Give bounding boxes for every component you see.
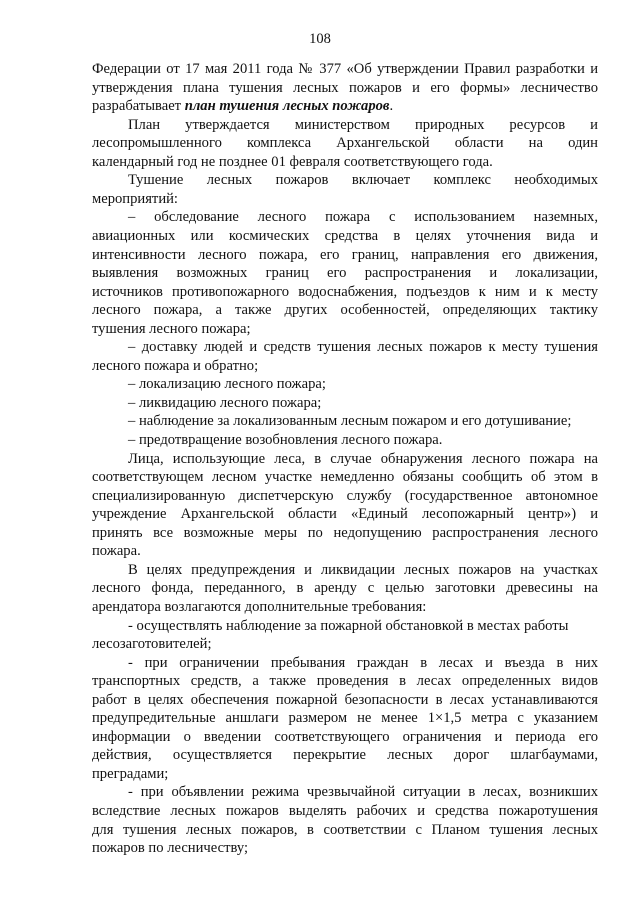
- text-line: [128, 208, 598, 226]
- text-line-content: - осуществлять наблюдение за пожарной обстановкой в местах работы: [128, 617, 569, 634]
- text-line: [92, 283, 598, 301]
- text-line: [128, 561, 598, 579]
- text-line-content: – доставку людей и средств тушения лесных пожаров к месту тушения: [128, 339, 598, 356]
- text-line-content: пожаров по лесничеству;: [92, 840, 248, 857]
- text-line-content: тушения лесного пожара;: [92, 320, 251, 337]
- text-line-content: вследствие лесных пожаров выделять рабочих и средства пожаротушения: [92, 803, 598, 819]
- text-line-content: – предотвращение возобновления лесного пожара.: [128, 432, 443, 448]
- text-line: [92, 60, 598, 78]
- text-line: [92, 524, 598, 542]
- text-line: [92, 134, 598, 152]
- text-line: [92, 264, 598, 282]
- text-line-content: Федерации от 17 мая 2011 года № 377 «Об утверждении Правил разработки и: [92, 61, 598, 77]
- text-line: [92, 598, 598, 616]
- text-line: [92, 821, 598, 839]
- text-line: [92, 635, 598, 653]
- text-line-content: разрабатывает: [92, 98, 185, 115]
- text-line-content: лесного пожара и обратно;: [92, 357, 259, 374]
- text-line: [128, 394, 598, 412]
- text-line-content: - при объявлении режима чрезвычайной ситуации в лесах, возникших: [128, 784, 598, 801]
- emphasized-term: план тушения лесных пожаров: [184, 98, 390, 115]
- text-line: [128, 171, 598, 189]
- text-line: [128, 783, 598, 801]
- text-line: [128, 450, 598, 468]
- text-line-content: Лица, использующие леса, в случае обнаружения лесного пожара на: [128, 450, 598, 467]
- text-line: [92, 357, 598, 375]
- text-line: [128, 431, 598, 449]
- text-line: [92, 746, 598, 764]
- text-line: [92, 728, 598, 746]
- text-line: [92, 97, 598, 115]
- text-line-content: пожара.: [92, 543, 141, 560]
- text-line-content: специализированную диспетчерскую службу (государственное автономное: [92, 487, 598, 504]
- text-line-content: информации о введении соответствующего ограничения и периода его: [92, 728, 598, 745]
- text-line-content: принять все возможные меры по недопущению распространения лесного: [92, 524, 598, 541]
- text-line-content: – наблюдение за локализованным лесным пожаром и его дотушивание;: [128, 413, 572, 430]
- text-line: [92, 505, 598, 523]
- text-line: [92, 190, 598, 208]
- text-line-content: соответствующем лесном участке немедленно обязаны сообщить об этом в: [92, 469, 598, 486]
- text-line-content: предупредительные аншлаги размером не менее 1×1,5 метра с указанием: [92, 710, 598, 727]
- text-line: [92, 468, 598, 486]
- text-line-content: арендатора возлагаются дополнительные требования:: [92, 598, 427, 615]
- text-line-content: лесопромышленного комплекса Архангельской области на один: [92, 135, 598, 152]
- text-line-content: интенсивности лесного пожара, его границ, направления его движения,: [92, 246, 598, 263]
- text-line-content: источников противопожарного водоснабжения, подъездов к ним и к месту: [92, 283, 598, 300]
- text-line: [92, 542, 598, 560]
- text-line-content: – обследование лесного пожара с использованием наземных,: [128, 209, 598, 226]
- text-line-content: – локализацию лесного пожара;: [128, 376, 326, 393]
- text-line: [128, 412, 598, 430]
- text-line: [92, 802, 598, 820]
- text-line-content: мероприятий:: [92, 190, 178, 207]
- text-line: [128, 338, 598, 356]
- text-line: [92, 839, 598, 857]
- text-line-content: Тушение лесных пожаров включает комплекс необходимых: [128, 172, 598, 189]
- page-number: 108: [309, 31, 331, 47]
- text-line-content: авиационных или космических средства в целях уточнения вида и: [92, 227, 598, 244]
- text-line-content: лесного пожара, а также других особенностей, определяющих тактику: [92, 302, 598, 319]
- text-line-content: действия, осуществляется перекрытие лесных дорог шлагбаумами,: [92, 747, 598, 764]
- text-line-content: утверждения плана тушения лесных пожаров и его формы» лесничество: [92, 79, 598, 96]
- text-line-content: лесного фонда, переданного, в аренду с целью заготовки древесины на: [92, 580, 598, 597]
- text-line: [92, 672, 598, 690]
- text-line-content: транспортных средств, а также проведения в лесах определенных видов: [92, 673, 598, 690]
- text-line-content: календарный год не позднее 01 февраля соответствующего года.: [92, 153, 493, 170]
- text-line: [128, 654, 598, 672]
- text-line: [92, 691, 598, 709]
- text-line: [92, 301, 598, 319]
- text-line: [128, 116, 598, 134]
- text-line: [92, 765, 598, 783]
- text-line-content: План утверждается министерством природных ресурсов и: [128, 116, 598, 133]
- text-line-content: преградами;: [92, 765, 169, 782]
- text-line-content: – ликвидацию лесного пожара;: [128, 394, 322, 411]
- text-line: [92, 79, 598, 97]
- text-line-content: выявления возможных границ его распространения и локализации,: [92, 265, 598, 282]
- text-line-content: для тушения лесных пожаров, в соответствии с Планом тушения лесных: [92, 821, 598, 838]
- text-line: [92, 153, 598, 171]
- text-line-content: учреждение Архангельской области «Единый лесопожарный центр») и: [92, 506, 598, 523]
- text-line-tail: .: [389, 98, 394, 115]
- text-line: [92, 227, 598, 245]
- text-line-content: - при ограничении пребывания граждан в лесах и въезда в них: [128, 654, 598, 671]
- text-line-content: В целях предупреждения и ликвидации лесных пожаров на участках: [128, 561, 598, 578]
- text-line: [92, 487, 598, 505]
- text-line: [128, 375, 598, 393]
- text-line: [92, 709, 598, 727]
- text-line: [128, 617, 598, 635]
- text-line-content: работ в целях обеспечения пожарной безопасности в лесах устанавливаются: [92, 691, 598, 708]
- text-line: [92, 579, 598, 597]
- text-line-content: лесозаготовителей;: [92, 636, 212, 653]
- text-line: [92, 246, 598, 264]
- text-line: [92, 320, 598, 338]
